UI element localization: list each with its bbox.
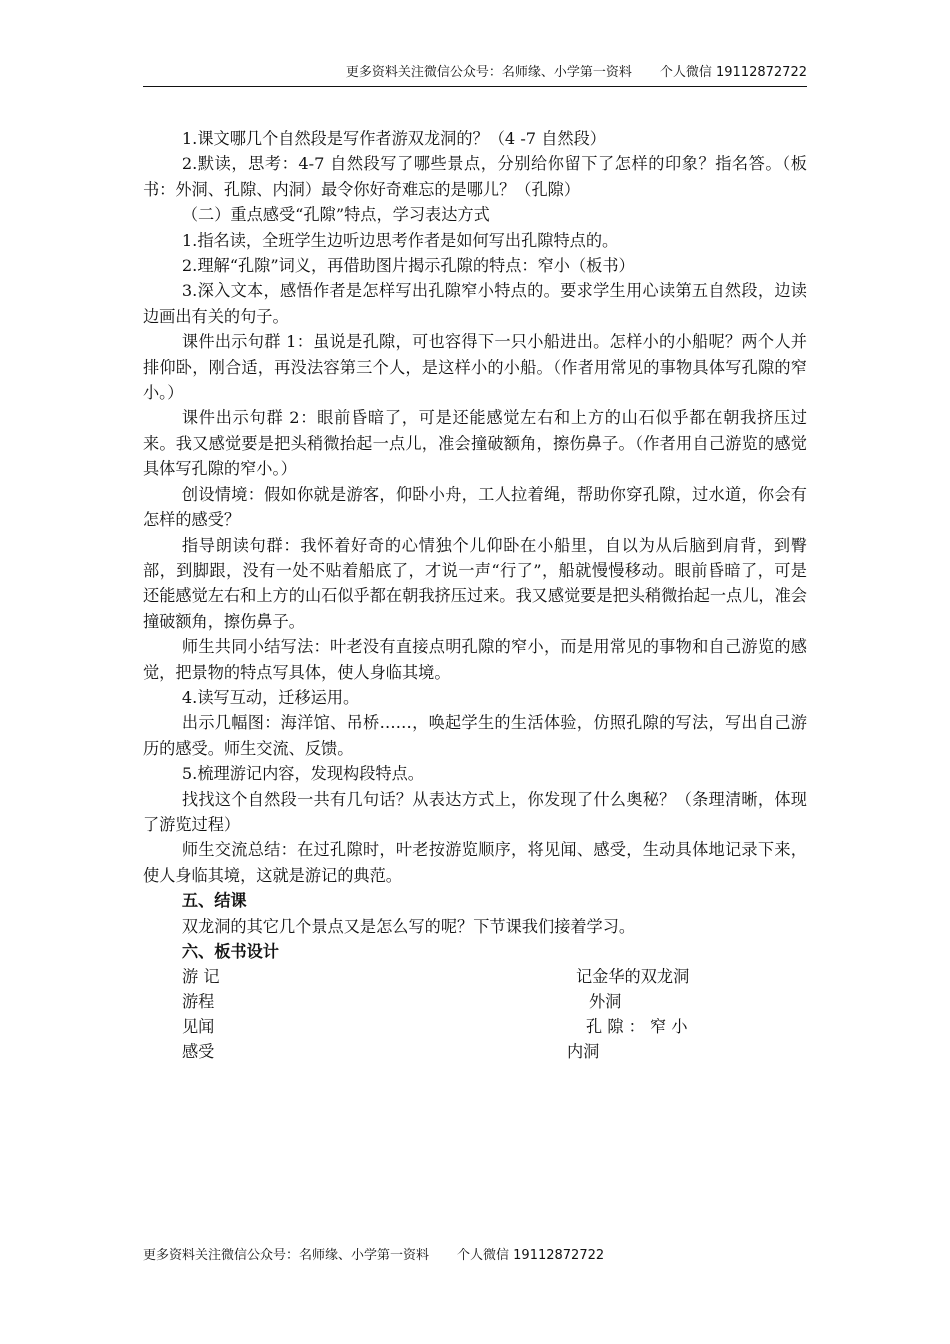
board-right-item: 记金华的双龙洞 bbox=[576, 967, 690, 987]
header-divider bbox=[143, 86, 807, 87]
subsection-heading: （二）重点感受“孔隙”特点，学习表达方式 bbox=[181, 205, 490, 225]
document-body bbox=[143, 126, 807, 1065]
paragraph: 3.深入文本，感悟作者是怎样写出孔隙窄小特点的。要求学生用心读第五自然段，边读边画出有关的句子。 bbox=[143, 281, 807, 326]
section-heading-conclusion: 五、结课 bbox=[181, 891, 247, 911]
board-design bbox=[143, 964, 807, 1065]
paragraph: 双龙洞的其它几个景点又是怎么写的呢？下节课我们接着学习。 bbox=[181, 916, 636, 936]
page-header bbox=[143, 64, 807, 82]
paragraph: 2.理解“孔隙”词义，再借助图片揭示孔隙的特点：窄小（板书） bbox=[181, 256, 635, 276]
paragraph: 4.读写互动，迁移运用。 bbox=[181, 687, 360, 707]
paragraph: 课件出示句群 1：虽说是孔隙，可也容得下一只小船进出。怎样小的小船呢？两个人并排仰卧，刚合适，再没法容第三个人，是这样小的小船。（作者用常见的事物具体写孔隙的窄小。） bbox=[143, 332, 807, 403]
footer-promo-text: 更多资料关注微信公众号：名师缘、小学第一资料 bbox=[143, 1248, 430, 1263]
board-left-item: 游程 bbox=[182, 992, 215, 1012]
board-right-item: 外洞 bbox=[589, 992, 622, 1012]
board-right-item: 孔 隙 ： 窄 小 bbox=[586, 1017, 688, 1037]
board-left-item: 游 记 bbox=[182, 967, 220, 987]
board-left-item: 见闻 bbox=[182, 1017, 215, 1037]
paragraph: 2.默读，思考：4-7 自然段写了哪些景点，分别给你留下了怎样的印象？指名答。（板书：外洞、孔隙、内洞）最令你好奇难忘的是哪儿？（孔隙） bbox=[143, 154, 807, 199]
board-left-item: 感受 bbox=[182, 1042, 215, 1062]
page-footer bbox=[143, 1247, 604, 1265]
paragraph: 找找这个自然段一共有几句话？从表达方式上，你发现了什么奥秘？（条理清晰，体现了游览过程） bbox=[143, 789, 807, 834]
section-heading-board-design: 六、板书设计 bbox=[181, 942, 279, 961]
paragraph: 5.梳理游记内容，发现构段特点。 bbox=[181, 764, 424, 784]
paragraph: 课件出示句群 2：眼前昏暗了，可是还能感觉左右和上方的山石似乎都在朝我挤压过来。我又感觉要是把头稍微抬起一点儿，准会撞破额角，擦伤鼻子。（作者用自己游览的感觉具体写孔隙的窄小。） bbox=[143, 408, 807, 479]
paragraph: 师生交流总结：在过孔隙时，叶老按游览顺序，将见闻、感受，生动具体地记录下来，使人身临其境，这就是游记的典范。 bbox=[143, 840, 807, 885]
footer-wechat-contact: 个人微信 19112872722 bbox=[457, 1248, 605, 1263]
paragraph: 指导朗读句群：我怀着好奇的心情独个儿仰卧在小船里，自以为从后脑到肩背，到臀部，到脚跟，没有一处不贴着船底了，才说一声“行了”，船就慢慢移动。眼前昏暗了，可是还能感觉左右和上方的山石似乎都在朝我挤压过来。我又感觉要是把头稍微抬起一点儿，准会撞破额角，擦伤鼻子。 bbox=[143, 535, 807, 631]
paragraph: 师生共同小结写法：叶老没有直接点明孔隙的窄小，而是用常见的事物和自己游览的感觉，把景物的特点写具体，使人身临其境。 bbox=[143, 637, 807, 682]
board-right-item: 内洞 bbox=[567, 1042, 600, 1062]
paragraph: 1.指名读，全班学生边听边思考作者是如何写出孔隙特点的。 bbox=[181, 230, 619, 250]
paragraph: 创设情境：假如你就是游客，仰卧小舟，工人拉着绳，帮助你穿孔隙，过水道，你会有怎样的感受？ bbox=[143, 484, 807, 530]
header-promo-text: 更多资料关注微信公众号：名师缘、小学第一资料 bbox=[345, 65, 632, 80]
paragraph: 1.课文哪几个自然段是写作者游双龙洞的？（4 -7 自然段） bbox=[181, 129, 606, 148]
paragraph: 出示几幅图：海洋馆、吊桥……，唤起学生的生活体验，仿照孔隙的写法，写出自己游历的感受。师生交流、反馈。 bbox=[143, 713, 807, 758]
header-wechat-contact: 个人微信 19112872722 bbox=[659, 65, 807, 80]
